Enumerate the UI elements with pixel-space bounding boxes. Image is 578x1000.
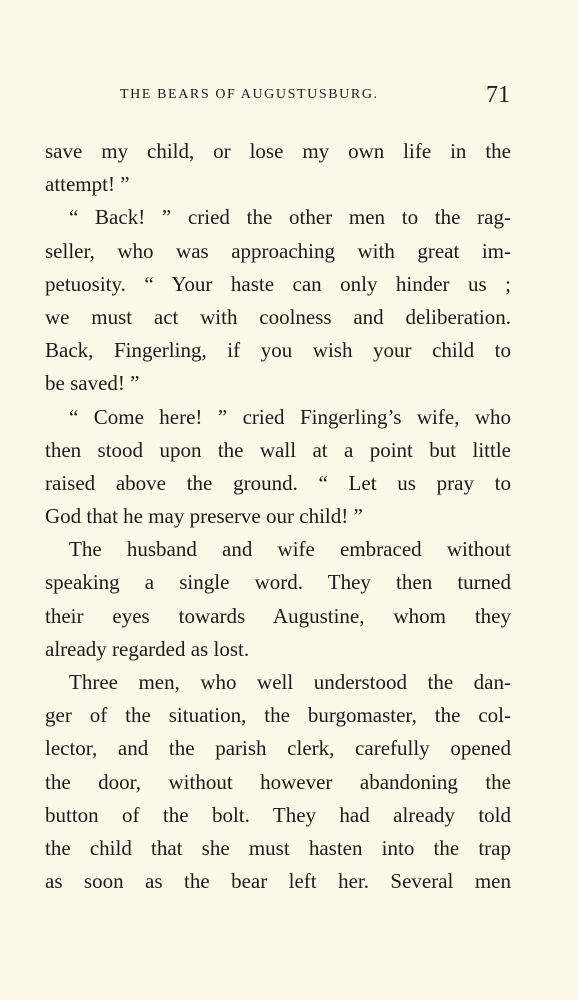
- text-line: then stood upon the wall at a point but little: [45, 437, 511, 462]
- text-line: their eyes towards Augustine, whom they: [45, 603, 511, 628]
- text-line: save my child, or lose my own life in the: [45, 139, 511, 163]
- text-line: petuosity. “ Your haste can only hinder us ;: [45, 271, 511, 296]
- text-line: ger of the situation, the burgomaster, the col-: [45, 703, 511, 728]
- text-line: speaking a single word. They then turned: [45, 570, 511, 595]
- text-line: we must act with coolness and deliberation.: [45, 304, 511, 329]
- text-line: as soon as the bear left her. Several men: [45, 869, 511, 894]
- page-number: 71: [486, 82, 510, 108]
- text-line: “ Come here! ” cried Fingerling’s wife, who: [69, 404, 511, 429]
- text-line: Three men, who well understood the dan-: [69, 670, 511, 694]
- text-line: “ Back! ” cried the other men to the rag-: [69, 205, 511, 230]
- text-line: Back, Fingerling, if you wish your child to: [45, 338, 511, 363]
- text-line: seller, who was approaching with great im-: [45, 238, 511, 263]
- text-line: God that he may preserve our child! ”: [45, 504, 363, 529]
- text-line: the child that she must hasten into the trap: [45, 835, 511, 860]
- text-line: be saved! ”: [45, 371, 140, 396]
- running-head: [0, 82, 578, 108]
- text-line: raised above the ground. “ Let us pray to: [45, 470, 511, 495]
- text-line: the door, without however abandoning the: [45, 769, 511, 794]
- body-text: [45, 137, 511, 900]
- running-title: THE BEARS OF AUGUSTUSBURG.: [120, 87, 379, 102]
- text-line: attempt! ”: [45, 172, 130, 197]
- text-line: button of the bolt. They had already told: [45, 802, 511, 827]
- text-line: lector, and the parish clerk, carefully opened: [45, 736, 511, 761]
- text-line: The husband and wife embraced without: [69, 537, 511, 562]
- text-line: already regarded as lost.: [45, 636, 250, 661]
